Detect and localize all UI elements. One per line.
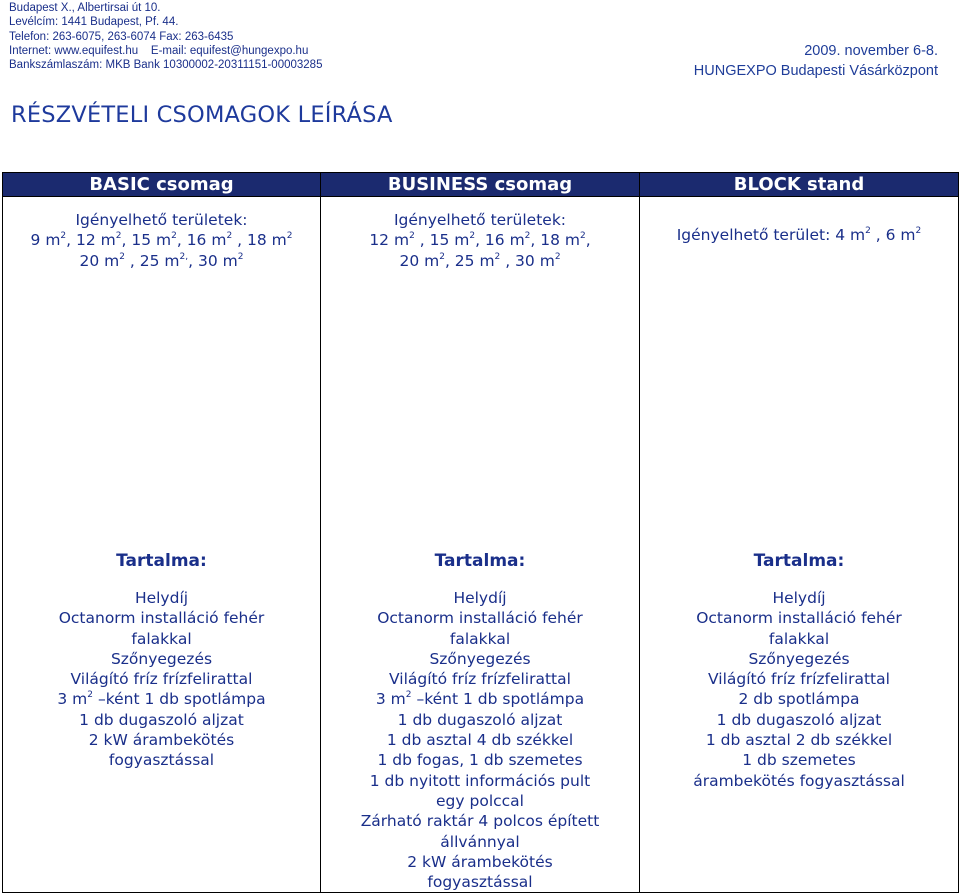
list-item: 1 db dugaszoló aljzat: [716, 710, 882, 729]
list-item: Világító fríz frízfelirattal: [389, 670, 571, 689]
list-item: 3 $m^2$ –ként 1 db spotlámpa: [57, 690, 266, 709]
list-item: Szőnyegezés: [748, 649, 850, 668]
list-item: fogyasztással: [427, 873, 533, 892]
business-area-sizes-2: 20 $m^2$, 25 $m^2$ , 30 $m^2$: [399, 251, 561, 270]
list-item: 1 db fogas, 1 db szemetes: [377, 751, 583, 770]
organizer-contact-block: [9, 1, 322, 72]
page-title: RÉSZVÉTELI CSOMAGOK LEÍRÁSA: [11, 102, 393, 128]
packages-table: [2, 172, 959, 893]
list-item: Helydíj: [772, 589, 826, 607]
list-item: Helydíj: [134, 589, 189, 607]
list-item: Octanorm installáció fehér: [696, 609, 902, 628]
business-contents-heading: Tartalma:: [434, 551, 526, 571]
basic-column: [3, 197, 321, 893]
list-item: falakkal: [131, 629, 192, 648]
block-contents: [640, 512, 958, 791]
bank-line: Bankszámlaszám: MKB Bank 10300002-20311151-00003285: [9, 59, 323, 72]
list-item: 2 kW árambekötés: [88, 731, 235, 750]
block-areas: [640, 197, 958, 512]
packages-header-row: [3, 173, 959, 197]
list-item: Világító fríz frízfelirattal: [70, 670, 253, 689]
list-item: falakkal: [768, 629, 830, 648]
business-heading: BUSINESS csomag: [321, 173, 640, 197]
list-item: Octanorm installáció fehér: [58, 609, 265, 628]
basic-contents-heading: Tartalma:: [116, 551, 207, 571]
list-item: Szőnyegezés: [110, 649, 213, 668]
list-item: 1 db asztal 4 db székkel: [386, 731, 574, 750]
basic-area-sizes-1: 9 $m^2$, 12 $m^2$, 15 $m^2$, 16 $m^2$ , 18 $m^2$: [30, 231, 293, 250]
list-item: 1 db dugaszoló aljzat: [79, 710, 244, 729]
list-item: 3 $m^2$ –ként 1 db spotlámpa: [375, 690, 585, 709]
packages-body-row: [3, 197, 959, 893]
basic-area-label: Igényelhető területek:: [75, 211, 248, 229]
event-info-block: [694, 41, 938, 81]
list-item: 1 db asztal 2 db székkel: [705, 731, 893, 750]
list-item: falakkal: [449, 629, 511, 648]
list-item: Helydíj: [453, 589, 507, 607]
block-contents-heading: Tartalma:: [753, 551, 845, 571]
list-item: állvánnyal: [440, 832, 520, 851]
list-item: fogyasztással: [108, 751, 215, 770]
postal-line: Levélcím: 1441 Budapest, Pf. 44.: [9, 16, 179, 29]
basic-contents: [3, 512, 320, 771]
business-areas: [321, 197, 639, 512]
list-item: 1 db nyitott információs pult: [369, 771, 591, 790]
list-item: egy polccal: [436, 791, 524, 810]
event-venue: HUNGEXPO Budapesti Vásárközpont: [693, 63, 938, 79]
business-area-label: Igényelhető területek:: [393, 211, 567, 229]
address-line: Budapest X., Albertirsai út 10.: [9, 2, 161, 14]
list-item: árambekötés fogyasztással: [693, 771, 905, 790]
basic-areas: [3, 197, 320, 512]
business-contents: [321, 512, 639, 892]
phone-line: Telefon: 263-6075, 263-6074 Fax: 263-6435: [9, 30, 234, 43]
web-line: Internet: www.equifest.hu E-mail: equifest@hungexpo.hu: [9, 44, 309, 57]
basic-area-sizes-2: 20 $m^2$ , 25 $m^{2,}$, 30 $m^2$: [79, 251, 244, 270]
list-item: 2 kW árambekötés: [407, 852, 553, 871]
block-heading: BLOCK stand: [640, 173, 959, 197]
basic-heading: BASIC csomag: [3, 173, 321, 197]
list-item: Zárható raktár 4 polcos épített: [360, 812, 600, 831]
business-area-sizes-1: 12 $m^2$ , 15 $m^2$, 16 $m^2$, 18 $m^2$,: [369, 231, 591, 250]
list-item: Szőnyegezés: [429, 649, 531, 668]
list-item: Octanorm installáció fehér: [377, 609, 583, 628]
event-date: 2009. november 6-8.: [804, 43, 938, 59]
list-item: 1 db szemetes: [742, 751, 856, 770]
list-item: Világító fríz frízfelirattal: [708, 670, 890, 689]
business-column: [321, 197, 640, 893]
block-column: [640, 197, 959, 893]
block-area-label: Igényelhető terület: 4 $m^2$ , 6 $m^2$: [676, 226, 922, 244]
list-item: 1 db dugaszoló aljzat: [397, 710, 563, 729]
list-item: 2 db spotlámpa: [738, 690, 860, 709]
